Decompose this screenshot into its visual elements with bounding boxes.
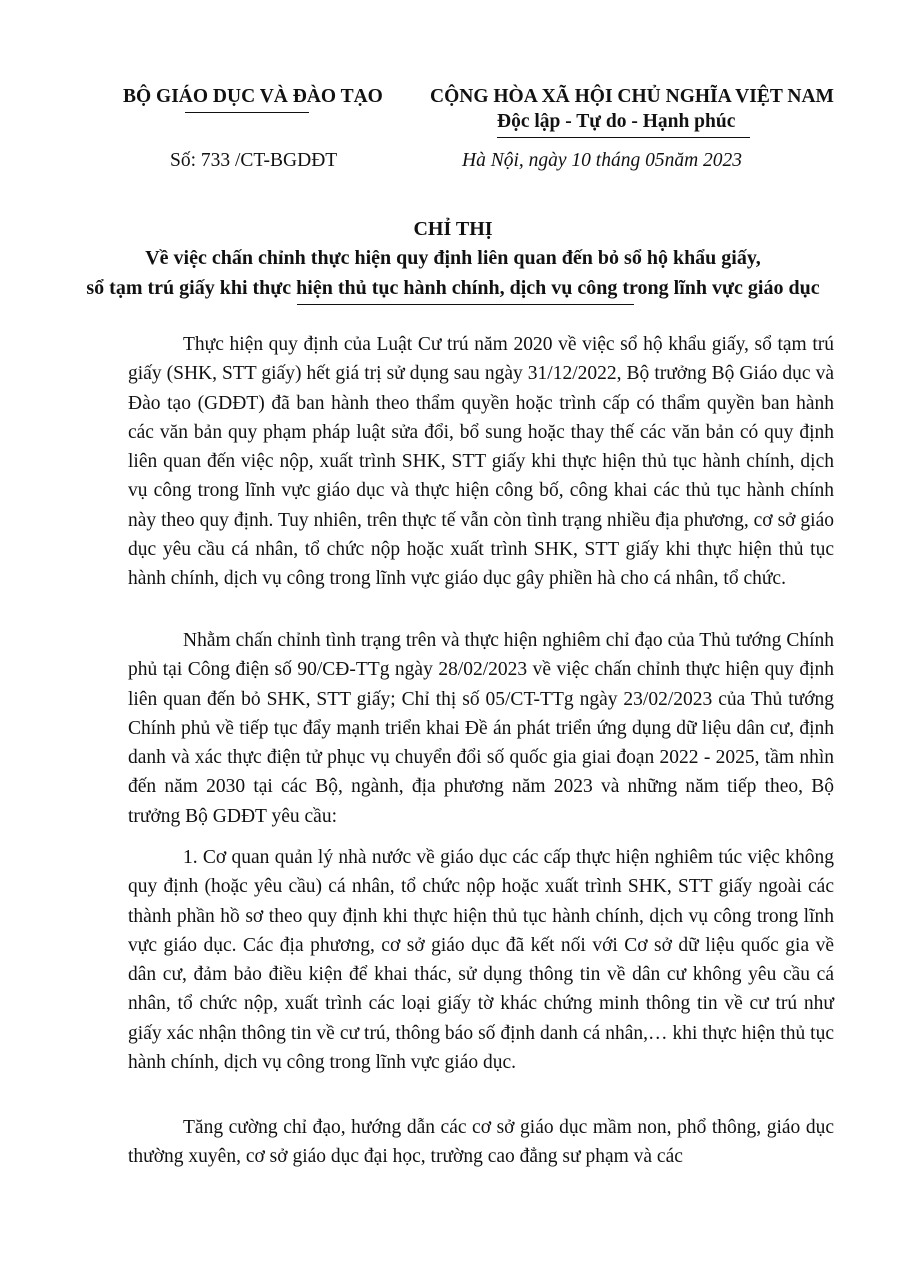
paragraph-2: [128, 626, 834, 831]
paragraph-1: [128, 330, 834, 594]
document-number: Số: 733 /CT-BGDĐT: [170, 150, 338, 171]
paragraph-text: Nhằm chấn chỉnh tình trạng trên và thực hiện nghiêm chỉ đạo của Thủ tướng Chính phủ tại Công điện số 90/CĐ-TTg ngày 28/02/2023 về việc chấn chỉnh thực hiện quy định liên quan đến bỏ SHK, STT giấy; Chỉ thị số 05/CT-TTg ngày 23/02/2023 của Thủ tướng Chính phủ về tiếp tục đẩy mạnh triển khai Đề án phát triển ứng dụng dữ liệu dân cư, định danh và xác thực điện tử phục vụ chuyển đổi số quốc gia giai đoạn 2022 - 2025, tầm nhìn đến năm 2030 tại các Bộ, ngành, địa phương năm 2023 và những năm tiếp theo, Bộ trưởng Bộ GDĐT yêu cầu:: [128, 630, 834, 827]
paragraph-text: 1. Cơ quan quản lý nhà nước về giáo dục các cấp thực hiện nghiêm túc việc không quy định (hoặc yêu cầu) cá nhân, tổ chức nộp hoặc xuất trình SHK, STT giấy ngoài các thành phần hồ sơ theo quy định khi thực hiện thủ tục hành chính, dịch vụ công trong lĩnh vực giáo dục. Các địa phương, cơ sở giáo dục đã kết nối với Cơ sở dữ liệu quốc gia về dân cư, đảm bảo điều kiện để khai thác, sử dụng thông tin về dân cư không yêu cầu cá nhân, tổ chức nộp, xuất trình các loại giấy tờ khác chứng minh thông tin về cư trú như giấy xác nhận thông tin về cư trú, thông báo số định danh cá nhân,… khi thực hiện thủ tục hành chính, dịch vụ công trong lĩnh vực giáo dục.: [128, 847, 834, 1074]
document-subject-line-2: sổ tạm trú giấy khi thực hiện thủ tục hành chính, dịch vụ công trong lĩnh vực giáo dục: [86, 277, 820, 299]
document-type-heading: CHỈ THỊ: [413, 218, 493, 240]
national-motto: Độc lập - Tự do - Hạnh phúc: [497, 111, 736, 132]
ministry-underline: [185, 112, 309, 113]
republic-name: CỘNG HÒA XÃ HỘI CHỦ NGHĨA VIỆT NAM: [430, 86, 834, 107]
place-date: Hà Nội, ngày 10 tháng 05năm 2023: [462, 150, 743, 171]
title-underline: [297, 304, 634, 305]
paragraph-text: Thực hiện quy định của Luật Cư trú năm 2020 về việc sổ hộ khẩu giấy, sổ tạm trú giấy (SHK, STT giấy) hết giá trị sử dụng sau ngày 31/12/2022, Bộ trưởng Bộ Giáo dục và Đào tạo (GDĐT) đã ban hành theo thẩm quyền hoặc trình cấp có thẩm quyền ban hành các văn bản quy phạm pháp luật sửa đổi, bổ sung hoặc thay thế các văn bản có quy định liên quan đến việc nộp, xuất trình SHK, STT giấy khi thực hiện thủ tục hành chính, dịch vụ công trong lĩnh vực giáo dục và thực hiện công bố, công khai các thủ tục hành chính này theo quy định. Tuy nhiên, trên thực tế vẫn còn tình trạng nhiều địa phương, cơ sở giáo dục yêu cầu cá nhân, tổ chức nộp hoặc xuất trình SHK, STT giấy khi thực hiện thủ tục hành chính, dịch vụ công trong lĩnh vực giáo dục gây phiền hà cho cá nhân, tổ chức.: [128, 334, 834, 590]
paragraph-3: [128, 843, 834, 1077]
motto-underline: [497, 137, 750, 138]
paragraph-text: Tăng cường chỉ đạo, hướng dẫn các cơ sở giáo dục mầm non, phổ thông, giáo dục thường xuyên, cơ sở giáo dục đại học, trường cao đẳng sư phạm và các: [128, 1117, 834, 1168]
paragraph-4: [128, 1113, 834, 1172]
document-subject-line-1: Về việc chấn chỉnh thực hiện quy định liên quan đến bỏ sổ hộ khẩu giấy,: [145, 247, 761, 269]
ministry-name: BỘ GIÁO DỤC VÀ ĐÀO TẠO: [123, 86, 383, 107]
